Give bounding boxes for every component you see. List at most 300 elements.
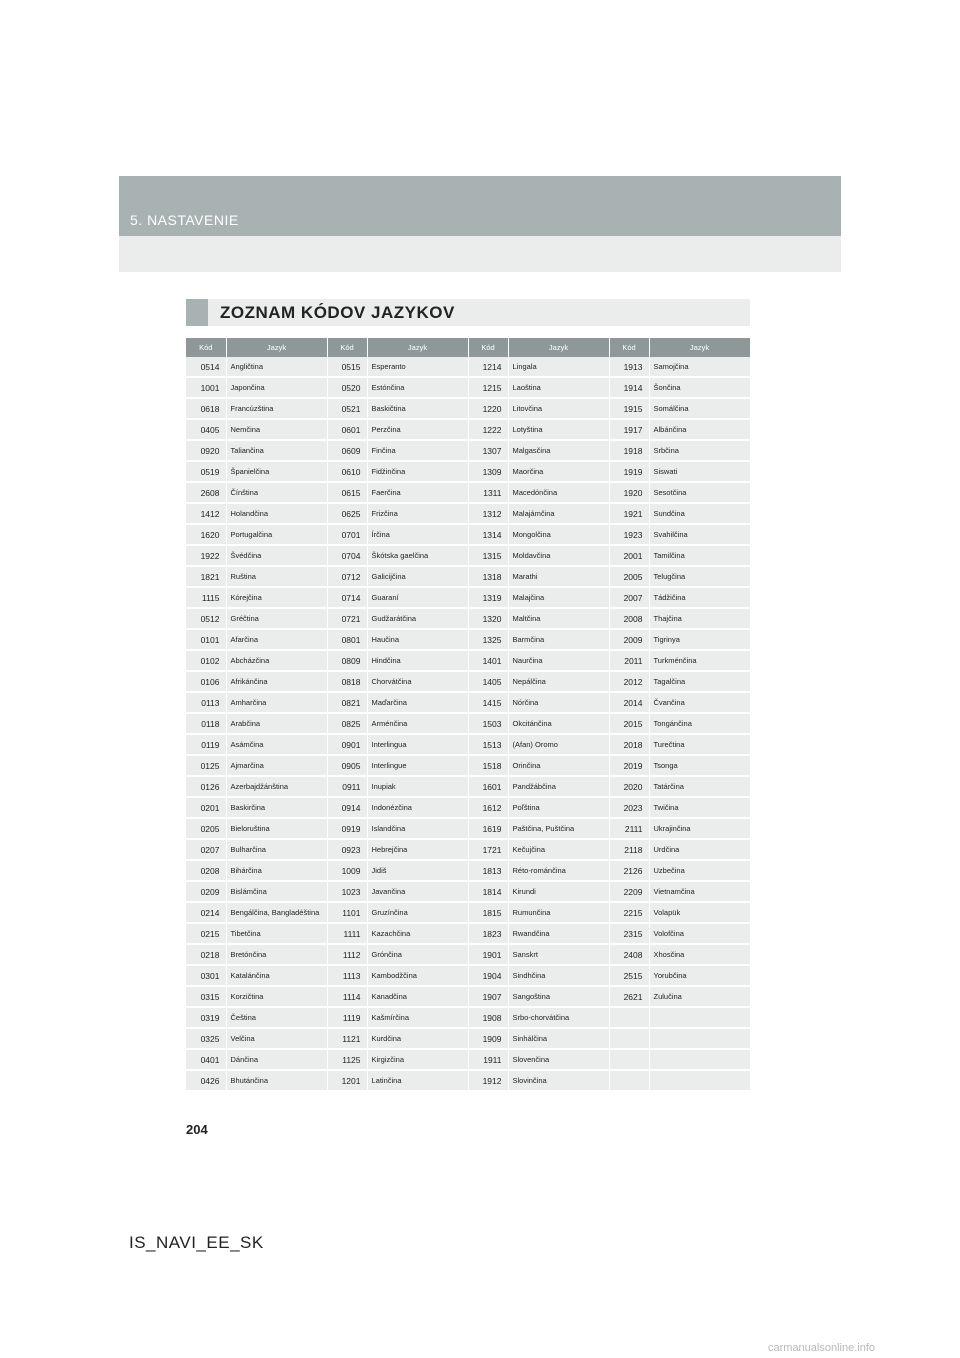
section-label: 5. NASTAVENIE xyxy=(130,212,239,228)
language-code-cell: 2126 xyxy=(609,860,649,881)
language-code-cell: 1125 xyxy=(327,1049,367,1070)
table-row xyxy=(186,902,750,923)
language-name-cell: Srbčina xyxy=(649,440,750,461)
title-bar xyxy=(186,299,750,326)
table-row xyxy=(186,545,750,566)
language-name-cell: Hindčina xyxy=(367,650,468,671)
header-subband xyxy=(119,236,841,272)
watermark: carmanualsonline.info xyxy=(768,1342,876,1354)
language-name-cell: Čeština xyxy=(226,1007,327,1028)
language-name-cell: Twičina xyxy=(649,797,750,818)
language-code-cell: 0319 xyxy=(186,1007,226,1028)
language-code-cell: 1115 xyxy=(186,587,226,608)
language-name-cell xyxy=(649,1007,750,1028)
language-name-cell: Tibetčina xyxy=(226,923,327,944)
language-code-cell: 1405 xyxy=(468,671,508,692)
language-code-cell: 0609 xyxy=(327,440,367,461)
language-code-cell xyxy=(609,1028,649,1049)
language-code-cell: 1901 xyxy=(468,944,508,965)
language-name-cell: Bihárčina xyxy=(226,860,327,881)
language-name-cell: Bislámčina xyxy=(226,881,327,902)
language-code-cell: 0401 xyxy=(186,1049,226,1070)
language-name-cell: Ruština xyxy=(226,566,327,587)
language-name-cell: Inupiak xyxy=(367,776,468,797)
table-header-row xyxy=(186,338,750,357)
language-code-cell: 0911 xyxy=(327,776,367,797)
language-code-cell: 0325 xyxy=(186,1028,226,1049)
language-code-cell: 1815 xyxy=(468,902,508,923)
page-title: ZOZNAM KÓDOV JAZYKOV xyxy=(220,303,455,322)
language-name-cell: Xhosčina xyxy=(649,944,750,965)
language-name-cell: Macedónčina xyxy=(508,482,609,503)
language-code-cell: 1904 xyxy=(468,965,508,986)
language-name-cell: Perzčina xyxy=(367,419,468,440)
language-name-cell: Tongánčina xyxy=(649,713,750,734)
language-name-cell: Dánčina xyxy=(226,1049,327,1070)
language-name-cell: Yorubčina xyxy=(649,965,750,986)
language-name-cell: Poľština xyxy=(508,797,609,818)
language-code-cell: 2019 xyxy=(609,755,649,776)
table-row xyxy=(186,482,750,503)
language-name-cell: Afarčina xyxy=(226,629,327,650)
language-name-cell: Guaraní xyxy=(367,587,468,608)
table-row xyxy=(186,965,750,986)
language-name-cell: Laoština xyxy=(508,377,609,398)
language-name-cell: Kambodžčina xyxy=(367,965,468,986)
language-name-cell: Gruzínčina xyxy=(367,902,468,923)
language-code-cell: 0301 xyxy=(186,965,226,986)
language-name-cell: Malajčina xyxy=(508,587,609,608)
language-name-cell: Interlingue xyxy=(367,755,468,776)
language-code-cell: 1023 xyxy=(327,881,367,902)
language-name-cell: Galicijčina xyxy=(367,566,468,587)
language-name-cell: Malgasčina xyxy=(508,440,609,461)
language-code-cell: 0208 xyxy=(186,860,226,881)
language-name-cell: Škótska gaelčina xyxy=(367,545,468,566)
language-code-cell: 0512 xyxy=(186,608,226,629)
language-name-cell: Amharčina xyxy=(226,692,327,713)
language-code-cell: 2515 xyxy=(609,965,649,986)
language-name-cell: Estónčina xyxy=(367,377,468,398)
language-code-cell: 0102 xyxy=(186,650,226,671)
language-name-cell: Marathi xyxy=(508,566,609,587)
language-name-cell: Tigrinya xyxy=(649,629,750,650)
language-name-cell: Fidžinčina xyxy=(367,461,468,482)
language-code-cell: 0201 xyxy=(186,797,226,818)
language-code-cell: 1215 xyxy=(468,377,508,398)
language-code-cell: 1823 xyxy=(468,923,508,944)
language-name-cell: Kórejčina xyxy=(226,587,327,608)
language-name-cell: Gudžarátčina xyxy=(367,608,468,629)
column-header: Kód xyxy=(468,338,508,357)
language-code-cell: 0721 xyxy=(327,608,367,629)
language-name-cell: Maďarčina xyxy=(367,692,468,713)
language-name-cell: Azerbajdžánština xyxy=(226,776,327,797)
language-code-cell: 1908 xyxy=(468,1007,508,1028)
language-name-cell: Španielčina xyxy=(226,461,327,482)
language-code-cell: 0914 xyxy=(327,797,367,818)
language-code-cell: 1220 xyxy=(468,398,508,419)
language-code-cell: 0315 xyxy=(186,986,226,1007)
language-name-cell: Asámčina xyxy=(226,734,327,755)
table-row xyxy=(186,1028,750,1049)
language-code-cell: 0712 xyxy=(327,566,367,587)
language-code-cell: 1503 xyxy=(468,713,508,734)
title-accent xyxy=(186,299,208,326)
table-body xyxy=(186,357,750,1091)
language-code-cell: 2012 xyxy=(609,671,649,692)
language-name-cell: Zulučina xyxy=(649,986,750,1007)
table-row xyxy=(186,461,750,482)
column-header: Jazyk xyxy=(226,338,327,357)
language-name-cell: Turečtina xyxy=(649,734,750,755)
language-code-cell: 1315 xyxy=(468,545,508,566)
language-code-cell: 1912 xyxy=(468,1070,508,1091)
language-code-cell: 1325 xyxy=(468,629,508,650)
table-row xyxy=(186,755,750,776)
language-name-cell: Paštčina, Puštčina xyxy=(508,818,609,839)
language-code-cell: 0704 xyxy=(327,545,367,566)
language-code-cell: 1314 xyxy=(468,524,508,545)
language-name-cell: Okcitánčina xyxy=(508,713,609,734)
language-code-cell: 1111 xyxy=(327,923,367,944)
language-code-cell: 0515 xyxy=(327,357,367,377)
language-code-cell: 2608 xyxy=(186,482,226,503)
table-row xyxy=(186,734,750,755)
language-name-cell: Orinčina xyxy=(508,755,609,776)
language-code-cell: 0615 xyxy=(327,482,367,503)
language-code-cell: 0801 xyxy=(327,629,367,650)
language-code-cell: 1917 xyxy=(609,419,649,440)
table-row xyxy=(186,566,750,587)
language-name-cell: Latinčina xyxy=(367,1070,468,1091)
language-code-cell: 1119 xyxy=(327,1007,367,1028)
language-name-cell: Moldavčina xyxy=(508,545,609,566)
language-name-cell: Srbo-chorvátčina xyxy=(508,1007,609,1028)
table-row xyxy=(186,608,750,629)
language-name-cell: Rumunčina xyxy=(508,902,609,923)
language-name-cell: Taliančina xyxy=(226,440,327,461)
table-row xyxy=(186,587,750,608)
language-code-cell: 0106 xyxy=(186,671,226,692)
language-name-cell: Čvančina xyxy=(649,692,750,713)
column-header: Kód xyxy=(609,338,649,357)
language-code-cell: 1813 xyxy=(468,860,508,881)
language-code-cell: 1320 xyxy=(468,608,508,629)
language-code-cell: 2408 xyxy=(609,944,649,965)
language-name-cell xyxy=(649,1070,750,1091)
language-name-cell: Šončina xyxy=(649,377,750,398)
language-code-cell: 1201 xyxy=(327,1070,367,1091)
column-header: Kód xyxy=(327,338,367,357)
language-code-cell: 0809 xyxy=(327,650,367,671)
language-name-cell: Urdčina xyxy=(649,839,750,860)
table-row xyxy=(186,357,750,377)
language-name-cell: Interlingua xyxy=(367,734,468,755)
language-code-cell: 1911 xyxy=(468,1049,508,1070)
language-name-cell: Kirundi xyxy=(508,881,609,902)
language-code-cell: 1915 xyxy=(609,398,649,419)
language-code-cell: 0214 xyxy=(186,902,226,923)
language-name-cell: Ukrajinčina xyxy=(649,818,750,839)
language-code-cell: 0905 xyxy=(327,755,367,776)
language-code-cell: 0920 xyxy=(186,440,226,461)
language-code-cell: 2621 xyxy=(609,986,649,1007)
page-number: 204 xyxy=(186,1122,208,1137)
table-row xyxy=(186,776,750,797)
language-code-cell: 1121 xyxy=(327,1028,367,1049)
language-name-cell: Volapük xyxy=(649,902,750,923)
language-code-cell: 0113 xyxy=(186,692,226,713)
language-name-cell: Maltčina xyxy=(508,608,609,629)
language-code-cell: 1412 xyxy=(186,503,226,524)
language-code-cell: 0405 xyxy=(186,419,226,440)
language-name-cell: Finčina xyxy=(367,440,468,461)
table-row xyxy=(186,692,750,713)
language-code-cell: 0521 xyxy=(327,398,367,419)
table-row xyxy=(186,650,750,671)
language-code-cell: 0825 xyxy=(327,713,367,734)
language-name-cell: Tádžičina xyxy=(649,587,750,608)
language-name-cell: Arménčina xyxy=(367,713,468,734)
language-name-cell: Litovčina xyxy=(508,398,609,419)
language-code-cell: 0821 xyxy=(327,692,367,713)
language-name-cell: Svahilčina xyxy=(649,524,750,545)
language-code-cell: 0118 xyxy=(186,713,226,734)
language-name-cell: Siswati xyxy=(649,461,750,482)
language-name-cell: Bengálčina, Bangladéština xyxy=(226,902,327,923)
language-name-cell: Tsonga xyxy=(649,755,750,776)
language-code-cell xyxy=(609,1070,649,1091)
language-code-cell: 0119 xyxy=(186,734,226,755)
language-code-cell: 2009 xyxy=(609,629,649,650)
language-code-cell: 2023 xyxy=(609,797,649,818)
language-code-cell: 1914 xyxy=(609,377,649,398)
language-name-cell: Sanskrt xyxy=(508,944,609,965)
language-name-cell: Sinhálčina xyxy=(508,1028,609,1049)
language-name-cell: Kurdčina xyxy=(367,1028,468,1049)
language-name-cell: Esperanto xyxy=(367,357,468,377)
language-name-cell: Arabčina xyxy=(226,713,327,734)
language-code-cell: 1921 xyxy=(609,503,649,524)
language-code-cell: 1601 xyxy=(468,776,508,797)
language-code-cell: 0519 xyxy=(186,461,226,482)
table-row xyxy=(186,839,750,860)
language-name-cell: Čínština xyxy=(226,482,327,503)
table-row xyxy=(186,377,750,398)
language-name-cell: Hebrejčina xyxy=(367,839,468,860)
language-code-cell: 2118 xyxy=(609,839,649,860)
language-name-cell: Francúzština xyxy=(226,398,327,419)
language-name-cell: Samojčina xyxy=(649,357,750,377)
language-name-cell: Somálčina xyxy=(649,398,750,419)
language-name-cell: Tamilčina xyxy=(649,545,750,566)
language-name-cell: Gréčtina xyxy=(226,608,327,629)
language-code-cell xyxy=(609,1007,649,1028)
table-row xyxy=(186,440,750,461)
language-code-cell: 2018 xyxy=(609,734,649,755)
language-name-cell: Grónčina xyxy=(367,944,468,965)
language-code-cell: 2014 xyxy=(609,692,649,713)
language-code-cell: 0601 xyxy=(327,419,367,440)
language-code-cell: 1222 xyxy=(468,419,508,440)
column-header: Jazyk xyxy=(508,338,609,357)
table-row xyxy=(186,944,750,965)
table-row xyxy=(186,860,750,881)
language-name-cell: Pandžábčina xyxy=(508,776,609,797)
table-row xyxy=(186,881,750,902)
language-code-cell: 1907 xyxy=(468,986,508,1007)
table-row xyxy=(186,797,750,818)
table-row xyxy=(186,524,750,545)
language-code-cell: 2015 xyxy=(609,713,649,734)
table-row xyxy=(186,671,750,692)
language-code-cell: 1101 xyxy=(327,902,367,923)
language-name-cell: Naurčina xyxy=(508,650,609,671)
table-row xyxy=(186,503,750,524)
language-name-cell: Velčina xyxy=(226,1028,327,1049)
language-name-cell: Volofčina xyxy=(649,923,750,944)
language-code-cell: 2020 xyxy=(609,776,649,797)
language-code-cell: 0514 xyxy=(186,357,226,377)
table-row xyxy=(186,629,750,650)
language-name-cell: Bretónčina xyxy=(226,944,327,965)
language-name-cell: Ajmarčina xyxy=(226,755,327,776)
language-name-cell: Kečujčina xyxy=(508,839,609,860)
language-name-cell: Sesotčina xyxy=(649,482,750,503)
language-code-cell: 2005 xyxy=(609,566,649,587)
language-code-cell: 0205 xyxy=(186,818,226,839)
language-code-cell: 1113 xyxy=(327,965,367,986)
language-code-cell: 1001 xyxy=(186,377,226,398)
language-code-cell: 1821 xyxy=(186,566,226,587)
language-name-cell: Nemčina xyxy=(226,419,327,440)
language-code-cell: 1114 xyxy=(327,986,367,1007)
language-name-cell: Sindhčina xyxy=(508,965,609,986)
table-row xyxy=(186,713,750,734)
table-row xyxy=(186,818,750,839)
table-row xyxy=(186,1049,750,1070)
language-name-cell: Rwandčina xyxy=(508,923,609,944)
language-name-cell: Tagalčina xyxy=(649,671,750,692)
table-row xyxy=(186,419,750,440)
language-name-cell: Angličtina xyxy=(226,357,327,377)
language-name-cell: (Afan) Oromo xyxy=(508,734,609,755)
language-code-cell: 2011 xyxy=(609,650,649,671)
language-code-cell: 0126 xyxy=(186,776,226,797)
language-code-cell: 1922 xyxy=(186,545,226,566)
language-code-cell: 1307 xyxy=(468,440,508,461)
language-name-cell: Sundčina xyxy=(649,503,750,524)
language-code-cell: 0901 xyxy=(327,734,367,755)
language-code-cell: 0101 xyxy=(186,629,226,650)
language-name-cell: Frizčina xyxy=(367,503,468,524)
table-row xyxy=(186,986,750,1007)
language-code-cell: 2008 xyxy=(609,608,649,629)
language-name-cell: Abcházčina xyxy=(226,650,327,671)
language-code-cell: 0426 xyxy=(186,1070,226,1091)
language-name-cell: Vietnamčina xyxy=(649,881,750,902)
language-name-cell: Albánčina xyxy=(649,419,750,440)
language-name-cell: Lotyština xyxy=(508,419,609,440)
language-name-cell: Nórčina xyxy=(508,692,609,713)
language-name-cell: Sangoština xyxy=(508,986,609,1007)
language-name-cell: Baskirčina xyxy=(226,797,327,818)
language-code-cell: 1612 xyxy=(468,797,508,818)
language-name-cell xyxy=(649,1028,750,1049)
language-code-cell: 0218 xyxy=(186,944,226,965)
language-code-cell: 1619 xyxy=(468,818,508,839)
language-code-cell: 1009 xyxy=(327,860,367,881)
language-code-table xyxy=(186,338,751,1092)
language-code-cell: 1112 xyxy=(327,944,367,965)
language-code-cell: 1518 xyxy=(468,755,508,776)
language-code-cell: 0207 xyxy=(186,839,226,860)
language-code-cell: 0215 xyxy=(186,923,226,944)
language-code-cell: 1513 xyxy=(468,734,508,755)
language-code-cell: 1309 xyxy=(468,461,508,482)
table-row xyxy=(186,398,750,419)
language-code-cell: 0610 xyxy=(327,461,367,482)
language-code-cell: 1318 xyxy=(468,566,508,587)
language-name-cell: Baskičtina xyxy=(367,398,468,419)
language-name-cell: Uzbečina xyxy=(649,860,750,881)
language-name-cell: Turkménčina xyxy=(649,650,750,671)
language-code-cell: 0919 xyxy=(327,818,367,839)
document-id: IS_NAVI_EE_SK xyxy=(129,1233,264,1252)
language-code-cell: 1415 xyxy=(468,692,508,713)
language-name-cell: Bulharčina xyxy=(226,839,327,860)
language-name-cell: Portugalčina xyxy=(226,524,327,545)
language-name-cell: Slovinčina xyxy=(508,1070,609,1091)
language-code-cell: 2315 xyxy=(609,923,649,944)
language-code-cell: 1214 xyxy=(468,357,508,377)
table-row xyxy=(186,1070,750,1091)
language-name-cell: Maorčina xyxy=(508,461,609,482)
language-name-cell: Malajámčina xyxy=(508,503,609,524)
language-code-cell: 0125 xyxy=(186,755,226,776)
language-name-cell: Holandčina xyxy=(226,503,327,524)
language-code-cell: 1721 xyxy=(468,839,508,860)
language-name-cell: Kašmírčina xyxy=(367,1007,468,1028)
language-code-cell: 1620 xyxy=(186,524,226,545)
language-code-cell: 2001 xyxy=(609,545,649,566)
language-code-cell: 1814 xyxy=(468,881,508,902)
language-name-cell: Barmčina xyxy=(508,629,609,650)
column-header: Kód xyxy=(186,338,226,357)
language-code-cell: 1319 xyxy=(468,587,508,608)
language-code-cell: 2111 xyxy=(609,818,649,839)
language-name-cell: Korzičtina xyxy=(226,986,327,1007)
language-name-cell: Katalánčina xyxy=(226,965,327,986)
language-name-cell: Bieloruština xyxy=(226,818,327,839)
language-code-cell: 1401 xyxy=(468,650,508,671)
table-row xyxy=(186,923,750,944)
language-name-cell: Réto-románčina xyxy=(508,860,609,881)
language-code-cell: 1919 xyxy=(609,461,649,482)
language-code-cell: 1920 xyxy=(609,482,649,503)
language-name-cell: Lingala xyxy=(508,357,609,377)
language-code-cell xyxy=(609,1049,649,1070)
language-name-cell: Mongolčina xyxy=(508,524,609,545)
language-code-cell: 1918 xyxy=(609,440,649,461)
column-header: Jazyk xyxy=(649,338,750,357)
language-code-cell: 1923 xyxy=(609,524,649,545)
language-name-cell: Japončina xyxy=(226,377,327,398)
language-name-cell: Tatárčina xyxy=(649,776,750,797)
language-code-cell: 1913 xyxy=(609,357,649,377)
language-code-cell: 2007 xyxy=(609,587,649,608)
